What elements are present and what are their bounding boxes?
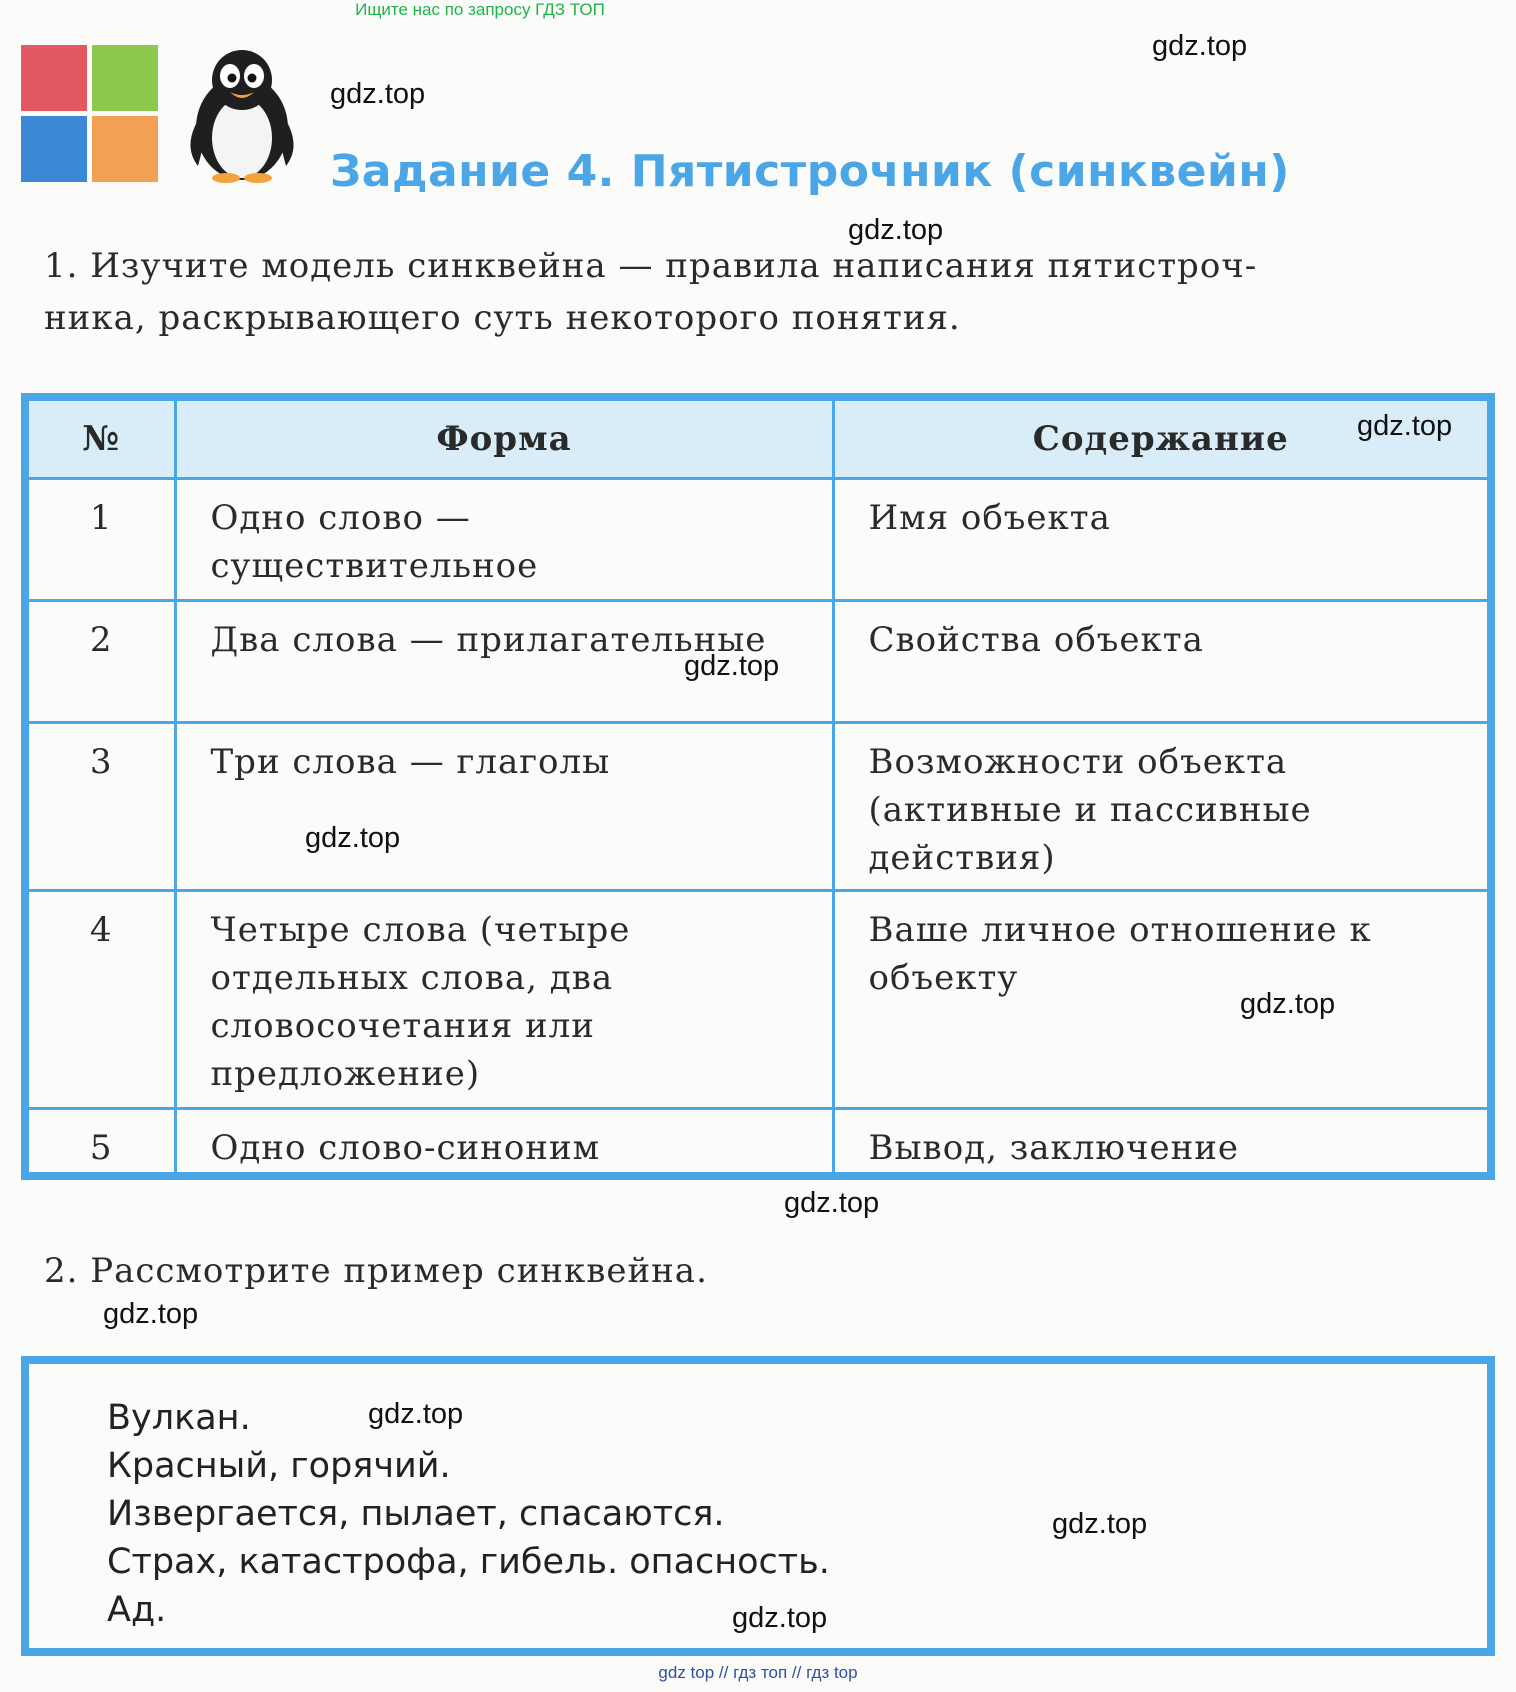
- table-row: [25, 479, 1491, 601]
- row-number: 5: [25, 1109, 175, 1177]
- logo-square-green: [92, 45, 158, 111]
- top-banner: Ищите нас по запросу ГДЗ ТОП: [355, 0, 605, 19]
- row-form: Два слова — прилагательные: [175, 601, 833, 723]
- watermark: gdz.top: [1357, 410, 1453, 442]
- watermark: gdz.top: [684, 650, 780, 682]
- row-content: Свойства объекта: [833, 601, 1491, 723]
- task-title: Задание 4. Пятистрочник (синквейн): [330, 146, 1290, 197]
- example-line: Извергается, пылает, спасаются.: [107, 1494, 725, 1534]
- row-number: 2: [25, 601, 175, 723]
- row-form: Четыре слова (четыре отдельных слова, два словосочетания или предложение): [175, 891, 833, 1109]
- bottom-banner: gdz top // гдз топ // гдз top: [658, 1663, 858, 1682]
- watermark: gdz.top: [1052, 1508, 1148, 1540]
- watermark: gdz.top: [1152, 30, 1248, 62]
- row-form: Три слова — глаголы: [175, 723, 833, 891]
- watermark: gdz.top: [305, 822, 401, 854]
- header-form: Форма: [175, 397, 833, 479]
- row-content: Имя объекта: [833, 479, 1491, 601]
- watermark: gdz.top: [784, 1187, 880, 1219]
- row-number: 3: [25, 723, 175, 891]
- header-content: Содержание: [833, 397, 1491, 479]
- synquain-model-table: [21, 393, 1495, 1180]
- row-number: 4: [25, 891, 175, 1109]
- task2-text: 2. Рассмотрите пример синквейна.: [44, 1251, 708, 1291]
- task1-line2: ника, раскрывающего суть некоторого понятия.: [44, 298, 961, 338]
- table-row: [25, 1109, 1491, 1177]
- row-content: Вывод, заключение: [833, 1109, 1491, 1177]
- table-header-row: [25, 397, 1491, 479]
- watermark: gdz.top: [848, 214, 944, 246]
- watermark: gdz.top: [1240, 988, 1336, 1020]
- penguin-icon: [180, 44, 305, 184]
- watermark: gdz.top: [330, 78, 426, 110]
- logo-square-orange: [92, 116, 158, 182]
- logo-square-blue: [21, 116, 87, 182]
- table-row: [25, 723, 1491, 891]
- task1-line1: 1. Изучите модель синквейна — правила написания пятистроч-: [44, 246, 1258, 286]
- example-line: Ад.: [107, 1590, 167, 1630]
- watermark: gdz.top: [103, 1298, 199, 1330]
- logo-square-red: [21, 45, 87, 111]
- row-content: Ваше личное отношение к объекту: [833, 891, 1491, 1109]
- row-content: Возможности объекта (активные и пассивные действия): [833, 723, 1491, 891]
- example-line: Страх, катастрофа, гибель. опасность.: [107, 1542, 830, 1582]
- watermark: gdz.top: [732, 1602, 828, 1634]
- example-line: Красный, горячий.: [107, 1446, 451, 1486]
- row-number: 1: [25, 479, 175, 601]
- header-number: №: [25, 397, 175, 479]
- row-form: Одно слово-синоним: [175, 1109, 833, 1177]
- row-form: Одно слово — существительное: [175, 479, 833, 601]
- example-line: Вулкан.: [107, 1398, 251, 1438]
- watermark: gdz.top: [368, 1398, 464, 1430]
